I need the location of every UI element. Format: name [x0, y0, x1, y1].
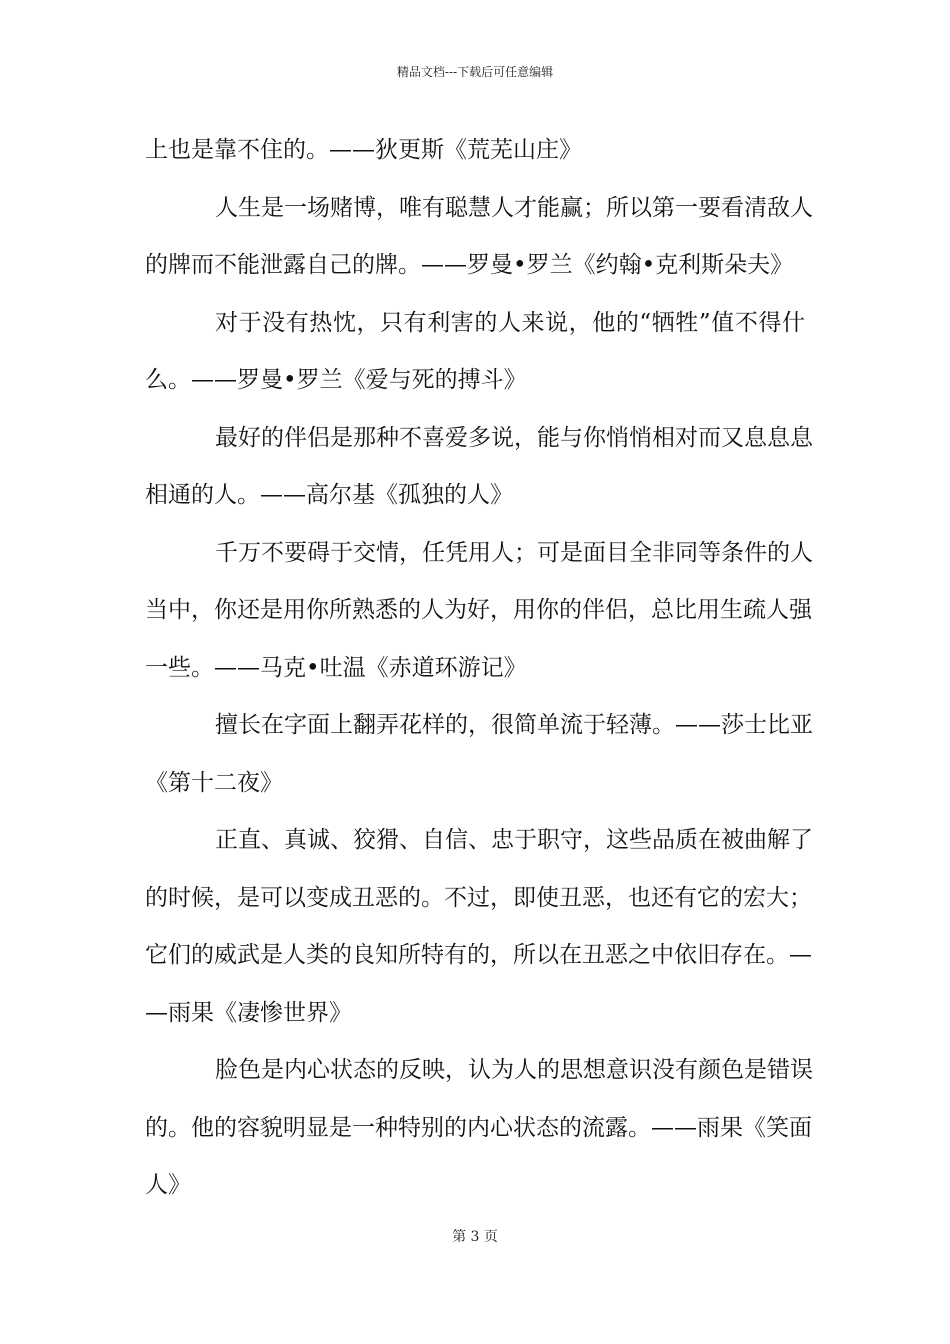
text-line: 么。——罗曼•罗兰《爱与死的搏斗》: [145, 367, 527, 393]
text-line: 它们的威武是人类的良知所特有的，所以在丑恶之中依旧存在。—: [145, 942, 812, 968]
text-line: —雨果《凄惨世界》: [145, 999, 352, 1026]
text-line: 最好的伴侣是那种不喜爱多说，能与你悄悄相对而又息息息: [215, 424, 813, 451]
text-line: 擅长在字面上翻弄花样的，很简单流于轻薄。——莎士比亚: [215, 712, 813, 738]
text-line: 人》: [145, 1172, 191, 1198]
text-line: 一些。——马克•吐温《赤道环游记》: [145, 654, 527, 681]
text-line: 上也是靠不住的。——狄更斯《荒芜山庄》: [145, 137, 582, 163]
text-line: 千万不要碍于交情，任凭用人；可是面目全非同等条件的人: [215, 539, 813, 566]
text-line: 脸色是内心状态的反映，认为人的思想意识没有颜色是错误: [215, 1057, 813, 1083]
text-line: 的。他的容貌明显是一种特别的内心状态的流露。——雨果《笑面: [145, 1114, 812, 1141]
text-line: 正直、真诚、狡猾、自信、忠于职守，这些品质在被曲解了: [215, 827, 813, 853]
document-body: [145, 128, 813, 1221]
page-header: 精品文档---下载后可任意编辑: [396, 65, 554, 79]
text-line: 对于没有热忱，只有利害的人来说，他的“牺牲”值不得什: [215, 309, 805, 336]
text-line: 相通的人。——高尔基《孤独的人》: [145, 482, 513, 508]
page-number: 第 3 页: [452, 1229, 498, 1245]
text-line: 当中，你还是用你所熟悉的人为好，用你的伴侣，总比用生疏人强: [145, 597, 812, 623]
text-line: 人生是一场赌博，唯有聪慧人才能赢；所以第一要看清敌人: [215, 194, 813, 221]
text-line: 《第十二夜》: [145, 769, 283, 796]
text-line: 的牌而不能泄露自己的牌。——罗曼•罗兰《约翰•克利斯朵夫》: [145, 252, 794, 278]
text-line: 的时候，是可以变成丑恶的。不过，即使丑恶，也还有它的宏大；: [145, 884, 812, 911]
